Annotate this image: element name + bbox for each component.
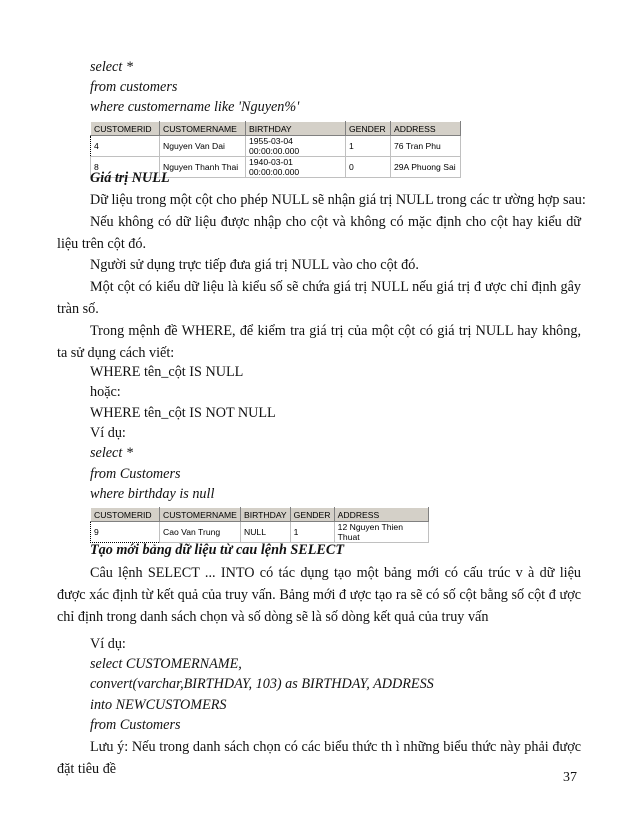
grid-header-row <box>91 122 461 136</box>
grid-cell: NULL <box>241 522 291 543</box>
section-heading-null: Giá trị NULL <box>90 170 170 186</box>
grid-cell: 1940-03-01 00:00:00.000 <box>246 157 346 178</box>
column-header: GENDER <box>290 508 334 522</box>
column-header: CUSTOMERID <box>91 508 160 522</box>
sql-line: from Customers <box>90 466 181 482</box>
sql-line: convert(varchar,BIRTHDAY, 103) as BIRTHDAY, ADDRESS <box>90 676 434 692</box>
sql-select-line: select * <box>90 59 133 75</box>
column-header: GENDER <box>346 122 391 136</box>
column-header: CUSTOMERNAME <box>160 122 246 136</box>
grid-cell: 29A Phuong Sai <box>391 157 461 178</box>
sql-where-line: where customername like 'Nguyen%' <box>90 99 300 115</box>
grid-cell: Nguyen Van Dai <box>160 136 246 157</box>
grid-cell: 0 <box>346 157 391 178</box>
column-header: ADDRESS <box>334 508 428 522</box>
sql-line: into NEWCUSTOMERS <box>90 697 227 713</box>
example-label: Ví dụ: <box>90 425 126 441</box>
paragraph: Người sử dụng trực tiếp đưa giá trị NULL vào cho cột đó. <box>90 257 419 273</box>
paragraph: Dữ liệu trong một cột cho phép NULL sẽ nhận giá trị NULL trong các tr ường hợp sau: <box>90 192 586 208</box>
paragraph: Lưu ý: Nếu trong danh sách chọn có các biểu thức th ì những biểu thức này phải được đặt tiêu đề <box>57 739 581 777</box>
grid-cell: 4 <box>91 136 160 157</box>
grid-cell: 12 Nguyen Thien Thuat <box>334 522 428 543</box>
grid-cell: Cao Van Trung <box>160 522 241 543</box>
grid-header-row <box>91 508 429 522</box>
table-row <box>91 522 429 543</box>
paragraph: Trong mệnh đề WHERE, để kiểm tra giá trị của một cột có giá trị NULL hay không, ta sử dụng cách viết: <box>57 323 581 361</box>
result-grid-2 <box>90 507 429 543</box>
grid-cell: 8 <box>91 157 160 178</box>
column-header: ADDRESS <box>391 122 461 136</box>
paragraph: Câu lệnh SELECT ... INTO có tác dụng tạo một bảng mới có cấu trúc v à dữ liệu được xác định từ kết quả của truy vấn. Bảng mới đ ược tạo ra sẽ có số cột bằng số cột đ ược chỉ định trong danh sách chọn và số dòng sẽ là số dòng kết quả của truy vấn <box>57 565 581 625</box>
column-header: BIRTHDAY <box>241 508 291 522</box>
table-row <box>91 136 461 157</box>
column-header: CUSTOMERID <box>91 122 160 136</box>
column-header: BIRTHDAY <box>246 122 346 136</box>
grid-cell: 76 Tran Phu <box>391 136 461 157</box>
page-number: 37 <box>563 770 577 785</box>
code-line: WHERE tên_cột IS NULL <box>90 364 244 380</box>
column-header: CUSTOMERNAME <box>160 508 241 522</box>
text-line: hoặc: <box>90 384 121 400</box>
sql-from-line: from customers <box>90 79 178 95</box>
grid-cell: 1 <box>346 136 391 157</box>
grid-cell: 9 <box>91 522 160 543</box>
sql-line: select * <box>90 445 133 461</box>
code-line: WHERE tên_cột IS NOT NULL <box>90 405 276 421</box>
grid-cell: 1 <box>290 522 334 543</box>
grid-cell: 1955-03-04 00:00:00.000 <box>246 136 346 157</box>
section-heading-select-into: Tạo mới bảng dữ liệu từ cau lệnh SELECT <box>90 542 345 558</box>
paragraph: Nếu không có dữ liệu được nhập cho cột và không có mặc định cho cột hay kiểu dữ liệu trên cột đó. <box>57 214 581 252</box>
grid-cell: Nguyen Thanh Thai <box>160 157 246 178</box>
sql-line: from Customers <box>90 717 181 733</box>
sql-line: select CUSTOMERNAME, <box>90 656 242 672</box>
paragraph: Một cột có kiểu dữ liệu là kiểu số sẽ chứa giá trị NULL nếu giá trị đ ược chỉ định gây tràn số. <box>57 279 581 317</box>
example-label: Ví dụ: <box>90 636 126 652</box>
sql-line: where birthday is null <box>90 486 215 502</box>
